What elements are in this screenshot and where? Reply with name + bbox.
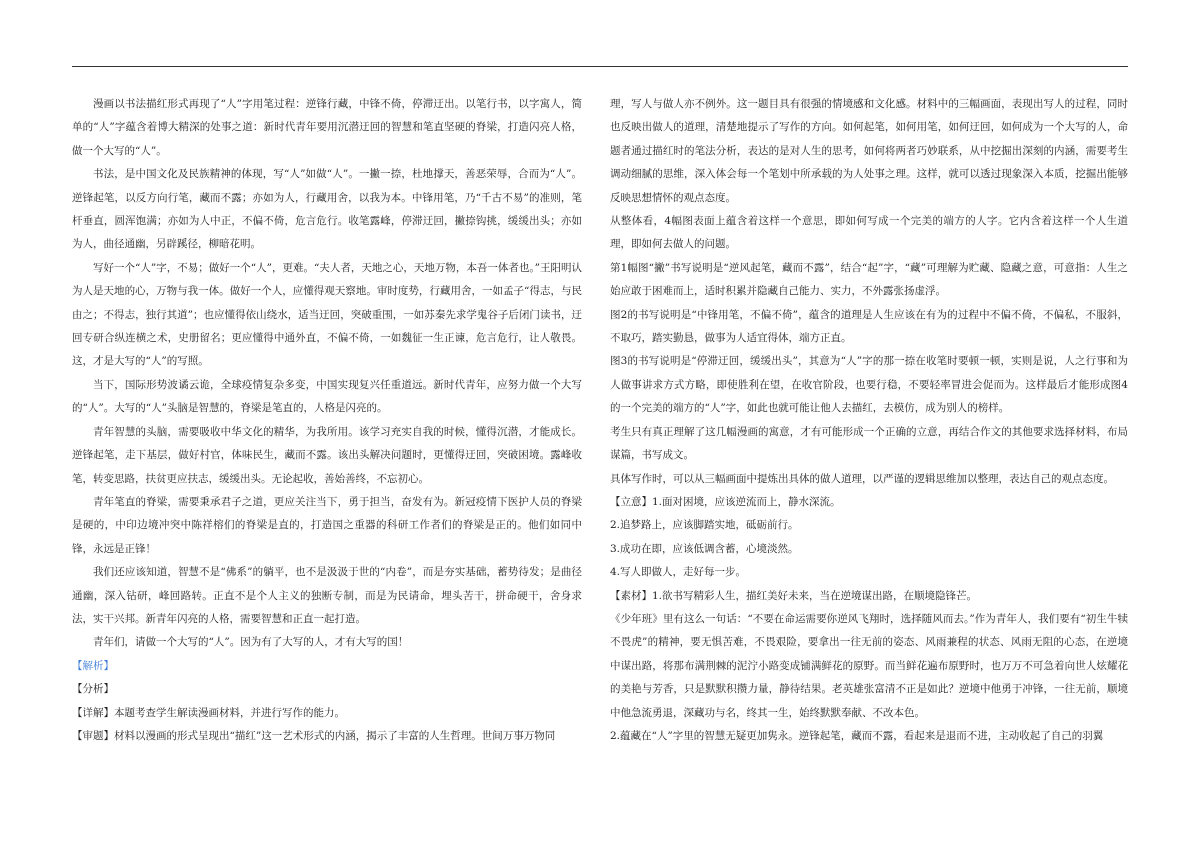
fenxi-heading: 【分析】 xyxy=(72,683,114,696)
liyi-item-3: 3.成功在即，应该低调含蓄，心境淡然。 xyxy=(610,542,799,555)
essay-paragraph-3: 写好一个“人”字，不易；做好一个“人”，更难。“夫人者，天地之心，天地万物，本吾一体者也。”王阳明认为人是天地的心，万物与我一体。做好一个人，应懂得观天察地。审时度势，行藏用舍，一如孟子“得志，与民由之；不得志，独行其道”；也应懂得依山绕水，适当迂回，突破重围，一如苏秦先求学鬼谷子后闭门读书，迂回专研合纵连横之术，史册留名；更应懂得中通外直，不偏不倚，一如魏征一生正谏，危言危行，让人敬畏。这，才是大写的“人”的写照。 xyxy=(72,261,582,368)
right-paragraph-5: 图3的书写说明是“停滞迂回，缓缓出头”，其意为“人”字的那一捺在收笔时要顿一顿，实则是说，人之行事和为人做事讲求方式方略，即使胜利在望，在收官阶段，也要行稳，不要轻率冒进会促而为。这样最后才能形成图4的一个完美的端方的“人”字，如此也就可能让他人去描红，去模仿，成为别人的榜样。 xyxy=(610,355,1128,415)
liyi-item-1: 【立意】1.面对困境，应该逆流而上，静水深流。 xyxy=(610,495,841,508)
sucai-item-1: 【素材】1.欲书写精彩人生，描红美好未来，当在逆境谋出路，在顺境隐锋芒。 xyxy=(610,589,978,602)
right-paragraph-6: 考生只有真正理解了这几幅漫画的寓意，才有可能形成一个正确的立意，再结合作文的其他要求选择材料，布局谋篇，书写成文。 xyxy=(610,425,1128,462)
essay-paragraph-8: 青年们，请做一个大写的“人”。因为有了大写的人，才有大写的国！ xyxy=(93,636,409,649)
shenti-paragraph: 【审题】材料以漫画的形式呈现出“描红”这一艺术形式的内涵，揭示了丰富的人生哲理。世间万事万物同 xyxy=(72,729,556,742)
right-paragraph-3: 第1幅图“撇”书写说明是“逆风起笔，藏而不露”，结合“起”字，“藏”可理解为贮藏、隐藏之意，可意指：人生之始应敢于困难而上，适时积累并隐藏自己能力、实力，不外露张扬虚浮。 xyxy=(610,261,1128,298)
essay-paragraph-1: 漫画以书法描红形式再现了“人”字用笔过程：逆锋行藏，中锋不倚，停滞迂出。以笔行书，以字寓人，简单的“人”字蕴含着博大精深的处事之道：新时代青年要用沉潜迂回的智慧和笔直坚硬的脊梁，打造闪亮人格，做一个大写的“人”。 xyxy=(72,98,582,157)
essay-paragraph-7: 我们还应该知道，智慧不是“佛系”的躺平，也不是汲汲于世的“内卷”，而是夯实基础，蓄势待发；是曲径通幽，深入钻研，峰回路转。正直不是个人主义的独断专制，而是为民请命，埋头苦干，拼命硬干，舍身求法，实干兴邦。新青年闪亮的人格，需要智慧和正直一起打造。 xyxy=(72,566,582,625)
essay-paragraph-6: 青年笔直的脊梁，需要秉承君子之道，更应关注当下，勇于担当，奋发有为。新冠疫情下医护人员的脊梁是硬的，中印边境冲突中陈祥榕们的脊梁是直的，打造国之重器的科研工作者们的脊梁是正的。他们如同中锋，永远是正锋！ xyxy=(72,495,582,555)
right-paragraph-4: 图2的书写说明是“中锋用笔，不偏不倚”，蕴含的道理是人生应该在有为的过程中不偏不倚，不偏私，不服斜，不取巧，踏实勤恳，做事为人适宜得体，端方正直。 xyxy=(610,308,1128,345)
detail-paragraph: 【详解】本题考查学生解读漫画材料，并进行写作的能力。 xyxy=(72,706,345,719)
essay-paragraph-4: 当下，国际形势波谲云诡，全球疫情复杂多变，中国实现复兴任重道远。新时代青年，应努力做一个大写的“人”。大写的“人”头脑是智慧的，脊梁是笔直的，人格是闪亮的。 xyxy=(72,378,582,415)
essay-paragraph-5: 青年智慧的头脑，需要吸收中华文化的精华，为我所用。该学习充实自我的时候，懂得沉潜，才能成长。逆锋起笔，走下基层，做好村官，体味民生，藏而不露。该出头解决问题时，更懂得迂回，突破困境。露峰收笔，转变思路，扶贫更应扶志，缓缓出头。无论起收，善始善终，不忘初心。 xyxy=(72,425,582,485)
right-paragraph-7: 具体写作时，可以从三幅画面中提炼出具体的做人道理，以严谨的逻辑思维加以整理，表达自己的观点态度。 xyxy=(610,472,1114,485)
liyi-item-4: 4.写人即做人，走好每一步。 xyxy=(610,566,747,579)
left-column xyxy=(72,93,582,748)
sucai-item-2: 2.蕴藏在“人”字里的智慧无疑更加隽永。逆锋起笔，藏而不露，看起来是退而不进，主动收起了自己的羽翼 xyxy=(610,729,1104,742)
analysis-label: 【解析】 xyxy=(72,659,114,672)
right-paragraph-1: 理，写人与做人亦不例外。这一题目具有很强的情境感和文化感。材料中的三幅画面，表现出写人的过程，同时也反映出做人的道理，清楚地提示了写作的方向。如何起笔，如何用笔，如何迂回，如何成为一个大写的人，命题者通过描红时的笔法分析，表达的是对人生的思考，如何将两者巧妙联系，从中挖掘出深刻的内涵，需要考生调动细腻的思维，深入体会每一个笔划中所承载的为人处事之理。这样，就可以透过现象深入本质，挖掘出能够反映思想情怀的观点态度。 xyxy=(610,98,1128,204)
liyi-item-2: 2.追梦路上，应该脚踏实地，砥砺前行。 xyxy=(610,519,799,532)
essay-paragraph-2: 书法，是中国文化及民族精神的体现，写“人”如做“人”。一撇一捺，杜地撑天，善恶荣辱，合而为“人”。逆锋起笔，以反方向行笔，藏而不露；亦如为人，行藏用舍，以我为本。中锋用笔，乃“千古不易”的准则，笔杆垂直，圆浑饱满；亦如为人中正，不偏不倚，危言危行。收笔露峰，停滞迂回，撇捺钩挑，缓缓出头；亦如为人，曲径通幽，另辟蹊径，柳暗花明。 xyxy=(72,168,582,251)
header-rule xyxy=(72,66,1128,67)
right-column xyxy=(610,93,1128,748)
sucai-paragraph: 《少年班》里有这么一句话：“不要在命运需要你逆风飞翔时，选择随风而去。”作为青年人，我们要有“初生牛犊不畏虎”的精神，要无惧苦难，不畏艰险，要拿出一往无前的姿态、风雨兼程的状态、风雨无阻的心态，在逆境中谋出路，将那布满荆棘的泥泞小路变成铺满鲜花的原野。而当鲜花遍布原野时，也万万不可急着向世人炫耀花的美艳与芳香，只是默默积攒力量，静待结果。老英雄张富清不正是如此？逆境中他勇于冲锋，一往无前，顺境中他急流勇退，深藏功与名，终其一生，始终默默奉献、不改本色。 xyxy=(610,612,1128,719)
right-paragraph-2: 从整体看，4幅图表面上蕴含着这样一个意思，即如何写成一个完美的端方的人字。它内含着这样一个人生道理，即如何去做人的问题。 xyxy=(610,215,1128,251)
